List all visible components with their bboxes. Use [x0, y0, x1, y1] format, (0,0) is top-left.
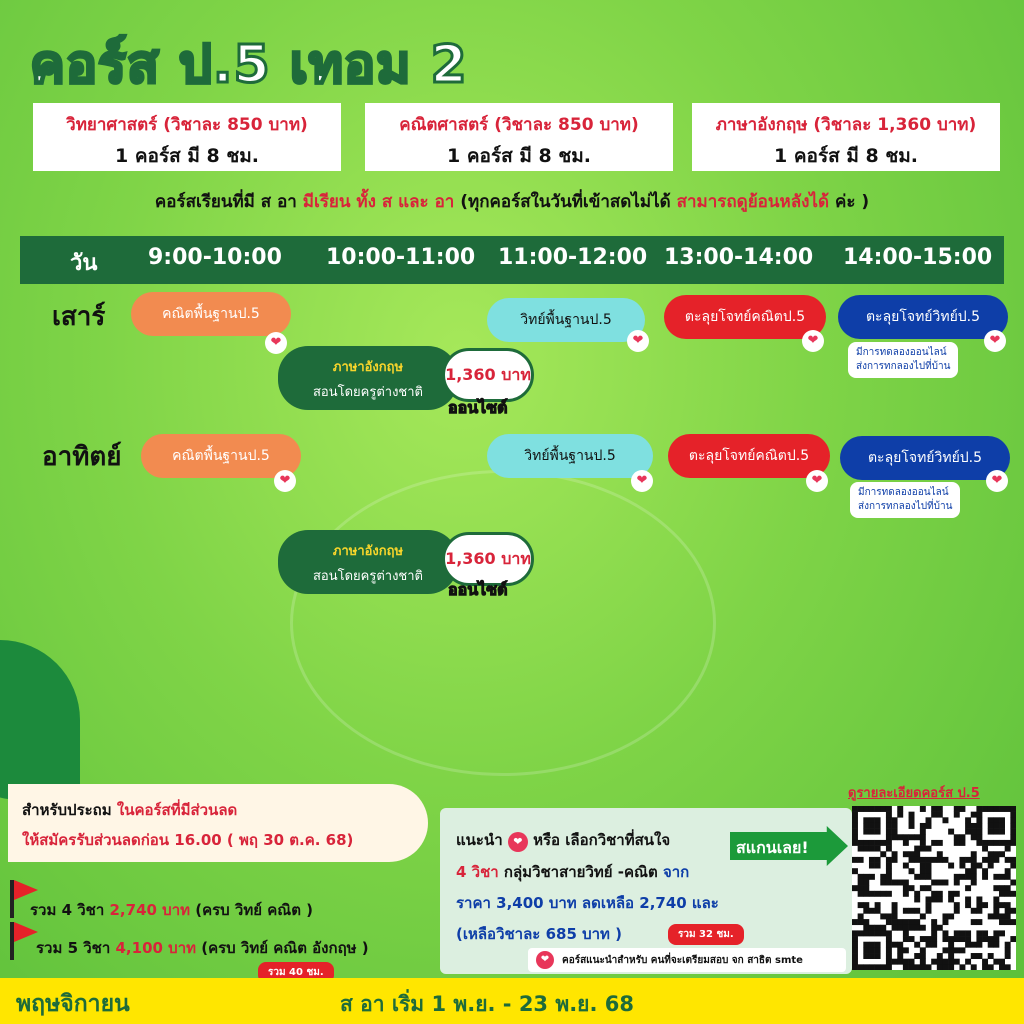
course-sci-basic-sat[interactable]: วิทย์พื้นฐานป.5 — [487, 298, 645, 342]
day-sunday: อาทิตย์ — [42, 442, 122, 472]
trial-note-sat: มีการทดลองออนไลน์ ส่งการทกลองไปที่บ้าน — [848, 342, 958, 378]
header-slot-1: 9:00-10:00 — [148, 245, 282, 270]
onsite-label: ออนไซต์ — [448, 580, 508, 599]
trial-note-sun: มีการทดลองออนไลน์ ส่งการทกลองไปที่บ้าน — [850, 482, 960, 518]
course-english-sun[interactable] — [278, 530, 458, 594]
onsite-label: ออนไซต์ — [448, 398, 508, 417]
math-price-label: คณิตศาสตร์ (วิชาละ 850 บาท) — [399, 115, 639, 135]
science-price-label: วิทยาศาสตร์ (วิชาละ 850 บาท) — [66, 115, 308, 135]
english-price-label: ภาษาอังกฤษ (วิชาละ 1,360 บาท) — [715, 115, 977, 135]
heart-icon: ❤ — [806, 470, 828, 492]
course-sci-adv-sun[interactable]: ตะลุยโจทย์วิทย์ป.5 — [840, 436, 1010, 480]
schedule-header — [20, 236, 1004, 284]
heart-icon: ❤ — [508, 832, 528, 852]
science-price-box — [33, 103, 341, 171]
heart-icon: ❤ — [631, 470, 653, 492]
hours-40-tag: รวม 40 ชม. — [258, 962, 334, 983]
header-slot-5: 14:00-15:00 — [843, 245, 993, 270]
recommend-line1: แนะนำ ❤ หรือ เลือกวิชาที่สนใจ — [456, 828, 670, 852]
english-price-box — [692, 103, 1000, 171]
recommend-line3: ราคา 3,400 บาท ลดเหลือ 2,740 และ — [456, 894, 719, 912]
scan-now-label: สแกนเลย! — [736, 838, 809, 857]
english-price-badge: 1,360 บาท — [442, 532, 534, 586]
qr-caption[interactable]: ดูรายละเอียดคอร์ส ป.5 — [848, 786, 980, 801]
recommend-footnote: คอร์สแนะนำสำหรับ คนที่จะเตรียมสอบ จก สาธิต smte — [562, 955, 803, 966]
footer-month: พฤษจิกายน — [16, 991, 130, 1017]
hours-32-tag: รวม 32 ชม. — [668, 924, 744, 945]
english-subtitle: สอนโดยครูต่างชาติ — [312, 569, 423, 584]
corner-leaf-decoration — [0, 640, 80, 800]
flag-icon — [10, 922, 14, 960]
heart-icon: ❤ — [536, 951, 554, 969]
course-math-adv-sun[interactable]: ตะลุยโจทย์คณิตป.5 — [668, 434, 830, 478]
heart-icon: ❤ — [265, 332, 287, 354]
header-slot-3: 11:00-12:00 — [498, 245, 648, 270]
english-hours-label: 1 คอร์ส มี 8 ชม. — [774, 145, 918, 167]
heart-icon: ❤ — [986, 470, 1008, 492]
recommend-line2: 4 วิชา กลุ่มวิชาสายวิทย์ -คณิต จาก — [456, 863, 690, 881]
heart-icon: ❤ — [627, 330, 649, 352]
english-title: ภาษาอังกฤษ — [332, 360, 404, 375]
header-day: วัน — [70, 251, 98, 276]
recommend-line4: (เหลือวิชาละ 685 บาท ) — [456, 925, 623, 943]
english-title: ภาษาอังกฤษ — [332, 544, 404, 559]
background-decoration — [290, 470, 716, 776]
course-math-basic-sun[interactable]: คณิตพื้นฐานป.5 — [141, 434, 301, 478]
schedule-note: คอร์สเรียนที่มี ส อา มีเรียน ทั้ง ส และ อา (ทุกคอร์สในวันที่เข้าสดไม่ได้ สามารถดูย้อนหลังได้ ค่ะ ) — [154, 192, 870, 212]
course-math-basic-sat[interactable]: คณิตพื้นฐานป.5 — [131, 292, 291, 336]
footer-dates: ส อา เริ่ม 1 พ.ย. - 23 พ.ย. 68 — [340, 992, 634, 1016]
english-subtitle: สอนโดยครูต่างชาติ — [312, 385, 423, 400]
math-price-box — [365, 103, 673, 171]
course-english-sat[interactable] — [278, 346, 458, 410]
math-hours-label: 1 คอร์ส มี 8 ชม. — [447, 145, 591, 167]
heart-icon: ❤ — [984, 330, 1006, 352]
bundle-4: รวม 4 วิชา 2,740 บาท (ครบ วิทย์ คณิต ) — [30, 901, 314, 919]
bundle-5: รวม 5 วิชา 4,100 บาท (ครบ วิทย์ คณิต อังกฤษ ) — [36, 939, 369, 957]
science-hours-label: 1 คอร์ส มี 8 ชม. — [115, 145, 259, 167]
discount-box: สำหรับประถม ในคอร์สที่มีส่วนลด ให้สมัครรับส่วนลดก่อน 16.00 ( พฤ 30 ต.ค. 68) — [8, 784, 428, 862]
english-price-badge: 1,360 บาท — [442, 348, 534, 402]
heart-icon: ❤ — [274, 470, 296, 492]
course-sci-adv-sat[interactable]: ตะลุยโจทย์วิทย์ป.5 — [838, 295, 1008, 339]
footer-bar — [0, 978, 1024, 1024]
header-slot-4: 13:00-14:00 — [664, 245, 814, 270]
day-saturday: เสาร์ — [52, 302, 106, 332]
header-slot-2: 10:00-11:00 — [326, 245, 476, 270]
flag-icon — [10, 880, 14, 918]
page-title: คอร์ส ป.5 เทอม 2 — [30, 35, 468, 95]
heart-icon: ❤ — [802, 330, 824, 352]
qr-code[interactable] — [852, 806, 1016, 970]
course-sci-basic-sun[interactable]: วิทย์พื้นฐานป.5 — [487, 434, 653, 478]
course-math-adv-sat[interactable]: ตะลุยโจทย์คณิตป.5 — [664, 295, 826, 339]
